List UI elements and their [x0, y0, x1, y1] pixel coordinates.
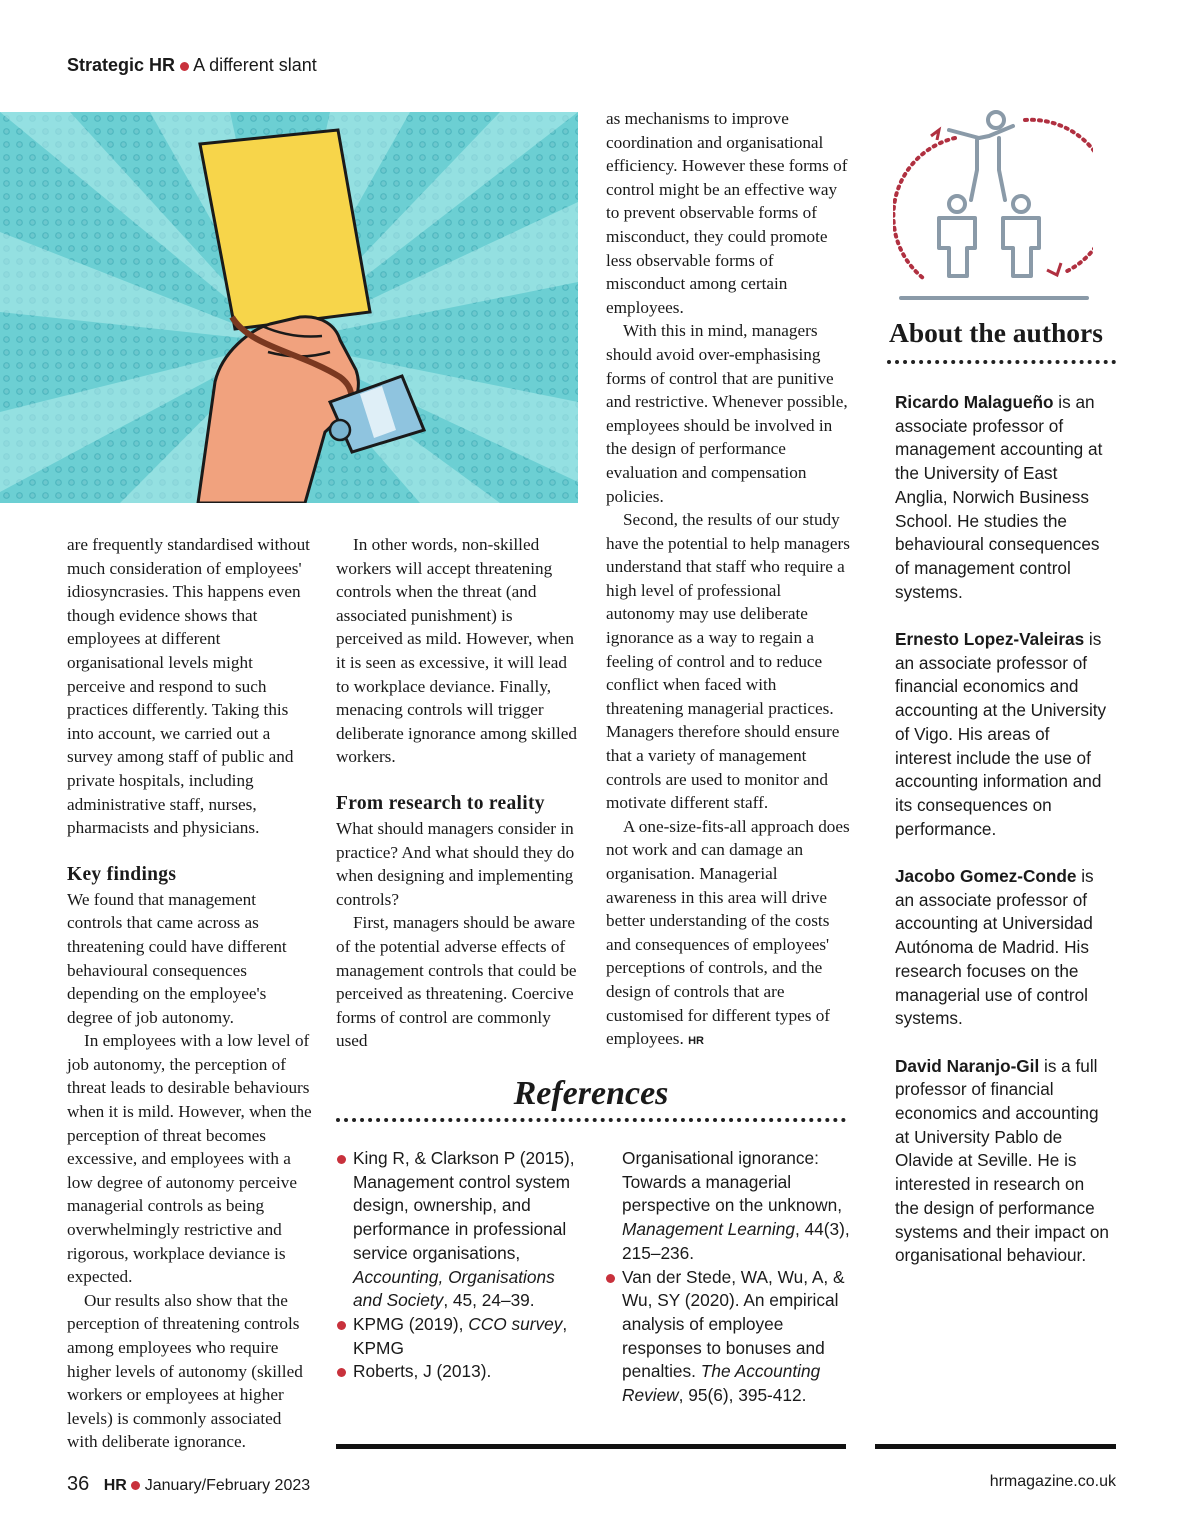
col2-paragraph-3: First, managers should be aware of the potential adverse effects of management controls that could be perceived as threatening. Coercive forms of control are commonly used	[336, 913, 577, 1051]
footer-url: hrmagazine.co.uk	[989, 1473, 1116, 1490]
author-bio: Ricardo Malagueño is an associate professor of management accounting at the University of East Anglia, Norwich Business School. He studies the behavioural consequences of management control systems.	[895, 392, 1103, 602]
column-2	[336, 533, 582, 1053]
heading-from-research: From research to reality	[336, 792, 545, 814]
authors-list	[895, 391, 1110, 1292]
yellow-card-whistle-icon	[0, 112, 578, 503]
author-bio: Jacobo Gomez-Conde is an associate professor of accounting at Universidad Autónoma de Madrid. His research focuses on the managerial use of control systems.	[895, 866, 1094, 1029]
references-col-1	[336, 1147, 584, 1384]
heading-key-findings: Key findings	[67, 863, 177, 885]
references-title: References	[513, 1075, 669, 1112]
bullet-dot-icon	[337, 1321, 346, 1330]
col3-paragraph-3: Second, the results of our study have the potential to help managers understand that staff who require a high level of professional autonomy may use deliberate ignorance as a way to regain a feeling of control and to reduce conflict when faced with threatening managerial practices. Managers therefore should ensure that a variety of management controls are used to monitor and motivate different staff.	[606, 510, 850, 813]
magazine-name: HR	[103, 1477, 127, 1494]
team-hierarchy-icon-graphic	[893, 108, 1093, 308]
col2-paragraph-1: In other words, non-skilled workers will accept threatening controls when the threat (and associated punishment) is perceived as mild. However, when it is seen as excessive, it will lead to workplace deviance. Finally, menacing controls will trigger deliberate ignorance among skilled workers.	[336, 535, 578, 767]
column-1	[67, 533, 315, 1454]
col2-paragraph-2: What should managers consider in practice? And what should they do when designing and implementing controls?	[336, 818, 575, 909]
illustration	[0, 112, 578, 503]
author-name: Jacobo Gomez-Conde	[895, 866, 1077, 887]
author-name: Ricardo Malagueño	[895, 392, 1054, 412]
references-col-2	[605, 1147, 850, 1408]
section-name: Strategic HR	[67, 55, 176, 75]
bullet-dot-icon	[131, 1481, 140, 1490]
col1-paragraph-3: In employees with a low level of job autonomy, the perception of threat leads to desirable behaviours when it is mild. However, when the perception of threat becomes excessive, and employees with a low degree of autonomy perceive managerial controls as being overwhelmingly restrictive and rigorous, workplace deviance is expected.	[67, 1031, 312, 1287]
author-name: Ernesto Lopez-Valeiras	[895, 629, 1085, 650]
col3-paragraph-1: as mechanisms to improve coordination and organisational efficiency. However these forms of control might be an effective way to prevent observable forms of misconduct, they could promote less observable forms of misconduct among certain employees.	[606, 109, 848, 317]
bullet-dot-icon	[180, 62, 189, 71]
authors-bottom-rule	[875, 1444, 1116, 1449]
page-number: 36	[67, 1473, 90, 1495]
bullet-dot-icon	[606, 1274, 615, 1283]
reference-4: Van der Stede, WA, Wu, A, & Wu, SY (2020). An empirical analysis of employee responses to bonuses and penalties. The Accounting Review, 95(6), 395-412.	[605, 1266, 850, 1408]
col3-paragraph-4	[606, 815, 852, 1054]
author-bio: Ernesto Lopez-Valeiras is an associate professor of financial economics and accounting at the University of Vigo. His areas of interest include the use of accounting information and its consequences on performance.	[895, 629, 1107, 839]
bullet-dot-icon	[337, 1155, 346, 1164]
reference-2: KPMG (2019), CCO survey, KPMG	[336, 1313, 584, 1360]
footer-left	[67, 1473, 310, 1496]
about-authors-title: About the authors	[889, 317, 1103, 348]
reference-3-start: Roberts, J (2013).	[336, 1360, 584, 1384]
col1-paragraph-4: Our results also show that the perception of threatening controls among employees who require higher levels of autonomy (skilled workers or employees at higher levels) is commonly associated with deliberate ignorance.	[67, 1290, 303, 1452]
reference-1: King R, & Clarkson P (2015), Management control system design, ownership, and performance in professional service organisations, Accounting, Organisations and Society, 45, 24–39.	[336, 1147, 584, 1313]
author-bio: David Naranjo-Gil is a full professor of financial economics and accounting at University Pablo de Olavide at Seville. He is interested in research on the design of performance systems and their impact on organisational behaviour.	[895, 1055, 1109, 1266]
about-divider	[887, 360, 1116, 364]
bullet-dot-icon	[337, 1368, 346, 1377]
author-name: David Naranjo-Gil	[895, 1055, 1040, 1076]
issue-date: January/February 2023	[144, 1477, 311, 1494]
col1-paragraph-1: are frequently standardised without much consideration of employees' idiosyncrasies. This happens even though evidence shows that employees at different organisational levels might perceive and respond to such practices differently. Taking this into account, we carried out a survey among staff of public and private hospitals, including administrative staff, nurses, pharmacists and physicians.	[67, 535, 310, 838]
col3-paragraph-4-text: A one-size-fits-all approach does not work and can damage an organisation. Managerial awareness in this area will drive better understanding of the costs and consequences of employees' perceptions of controls, and the design of controls that are customised for different types of employees.	[606, 816, 850, 1049]
section-subtitle: A different slant	[193, 55, 317, 75]
col1-paragraph-2: We found that management controls that came across as threatening could have different behavioural consequences depending on the employee's degree of job autonomy.	[67, 889, 287, 1027]
references-divider	[336, 1118, 846, 1122]
section-header	[67, 55, 317, 76]
column-3	[606, 107, 852, 1054]
reference-3-cont: Organisational ignorance: Towards a managerial perspective on the unknown, Management Learning, 44(3), 215–236.	[622, 1148, 850, 1263]
references-bottom-rule	[336, 1444, 846, 1449]
col3-paragraph-2: With this in mind, managers should avoid over-emphasising forms of control that are punitive and restrictive. Whenever possible, employees should be involved in the design of performance evaluation and compensation policies.	[606, 321, 848, 506]
team-hierarchy-icon	[893, 108, 1093, 308]
end-mark: HR	[688, 1035, 704, 1048]
